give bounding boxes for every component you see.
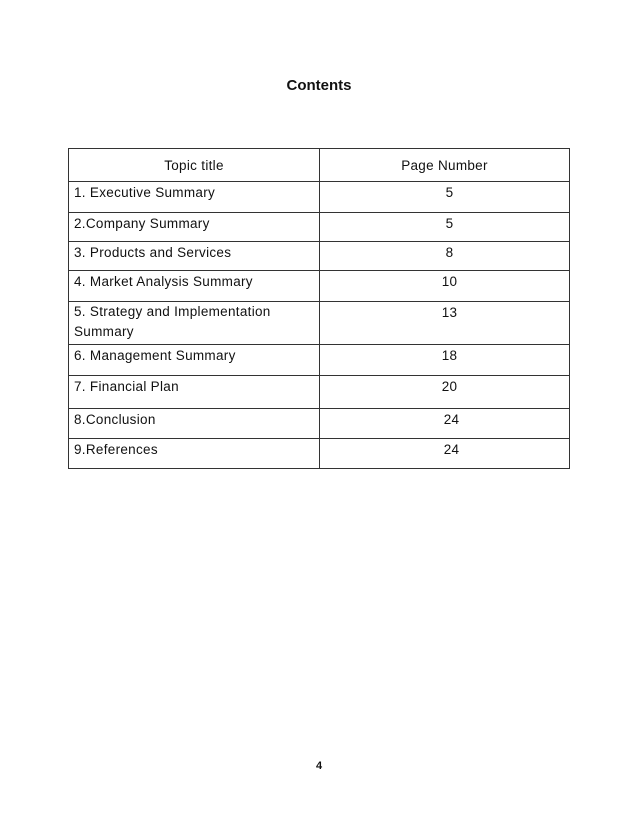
page-number: 4 <box>315 760 323 772</box>
topic-cell: 5. Strategy and Implementation Summary <box>69 302 320 345</box>
page-cell <box>320 271 570 302</box>
table-row <box>69 302 570 345</box>
table-row <box>69 271 570 302</box>
page-value: 18 <box>441 348 458 363</box>
topic-cell: 3. Products and Services <box>69 242 320 271</box>
page-cell <box>320 302 570 345</box>
table-row <box>69 242 570 271</box>
topic-cell: 6. Management Summary <box>69 345 320 376</box>
page-cell <box>320 376 570 409</box>
page-cell <box>320 182 570 213</box>
page-value: 20 <box>441 379 458 394</box>
page-title: Contents <box>286 77 352 94</box>
page-value: 8 <box>445 245 454 260</box>
page-value: 5 <box>445 216 454 231</box>
page-value: 5 <box>445 185 454 200</box>
topic-cell: 2.Company Summary <box>69 213 320 242</box>
contents-table <box>68 148 570 469</box>
column-header-page: Page Number <box>320 149 570 182</box>
table-row <box>69 439 570 469</box>
page-value: 13 <box>441 305 458 320</box>
page-value: 10 <box>441 274 458 289</box>
topic-cell: 7. Financial Plan <box>69 376 320 409</box>
page-value: 24 <box>443 442 460 457</box>
column-header-topic: Topic title <box>69 149 320 182</box>
table-row <box>69 345 570 376</box>
table-header-row <box>69 149 570 182</box>
table-row <box>69 182 570 213</box>
page-value: 24 <box>443 412 460 427</box>
topic-cell: 9.References <box>69 439 320 469</box>
table-row <box>69 409 570 439</box>
topic-cell: 4. Market Analysis Summary <box>69 271 320 302</box>
page-cell <box>320 345 570 376</box>
page-cell <box>320 242 570 271</box>
table-row <box>69 376 570 409</box>
page-cell <box>320 213 570 242</box>
topic-cell: 1. Executive Summary <box>69 182 320 213</box>
table-row <box>69 213 570 242</box>
page-cell <box>320 409 570 439</box>
page-cell <box>320 439 570 469</box>
topic-cell: 8.Conclusion <box>69 409 320 439</box>
